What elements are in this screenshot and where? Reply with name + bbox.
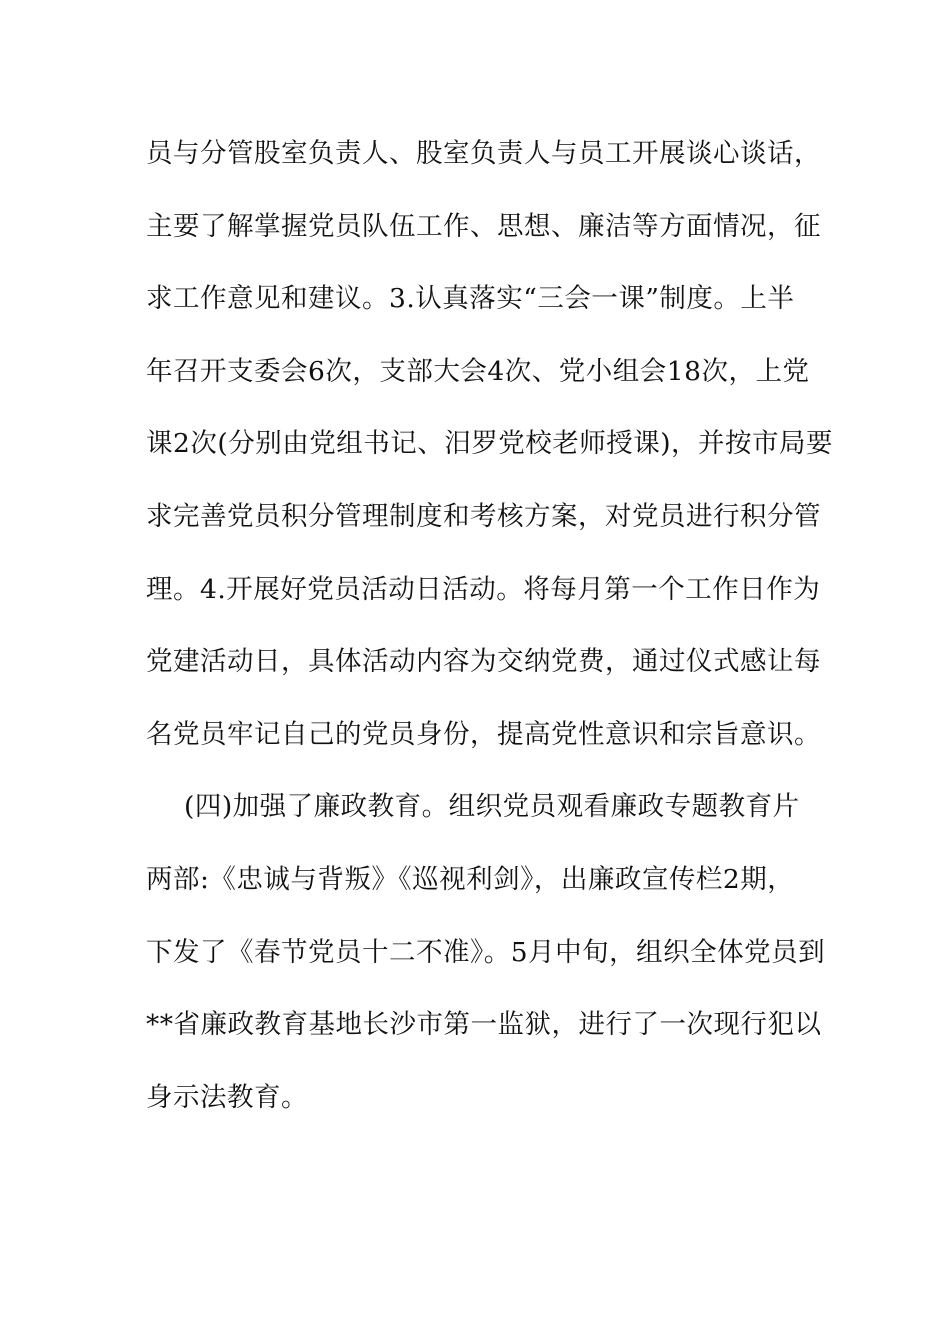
text-line: 理。4.开展好党员活动日活动。将每月第一个工作日作为 <box>146 573 821 605</box>
text-line: 员与分管股室负责人、股室负责人与员工开展谈心谈话， <box>146 138 821 169</box>
text-line: 主要了解掌握党员队伍工作、思想、廉洁等方面情况，征 <box>146 210 821 242</box>
text-line: 求工作意见和建议。3.认真落实“三会一课”制度。上半 <box>146 283 795 315</box>
text-line: 课2次(分别由党组书记、汨罗党校老师授课)，并按市局要 <box>146 428 834 460</box>
text-line: 求完善党员积分管理制度和考核方案，对党员进行积分管 <box>146 500 821 532</box>
text-line: 党建活动日，具体活动内容为交纳党费，通过仪式感让每 <box>146 646 821 678</box>
text-line: 身示法教育。 <box>146 1081 308 1113</box>
text-line: 名党员牢记自己的党员身份，提高党性意识和宗旨意识。 <box>146 718 821 750</box>
text-line: 下发了《春节党员十二不准》。5月中旬，组织全体党员到 <box>146 936 826 968</box>
text-line: **省廉政教育基地长沙市第一监狱，进行了一次现行犯以 <box>146 1009 822 1041</box>
text-line: 两部:《忠诚与背叛》《巡视利剑》，出廉政宣传栏2期， <box>146 863 795 895</box>
body-text <box>146 128 834 1144</box>
text-line: 年召开支委会6次，支部大会4次、党小组会18次，上党 <box>146 355 810 387</box>
section-heading-line: (四)加强了廉政教育。组织党员观看廉政专题教育片 <box>184 791 800 823</box>
